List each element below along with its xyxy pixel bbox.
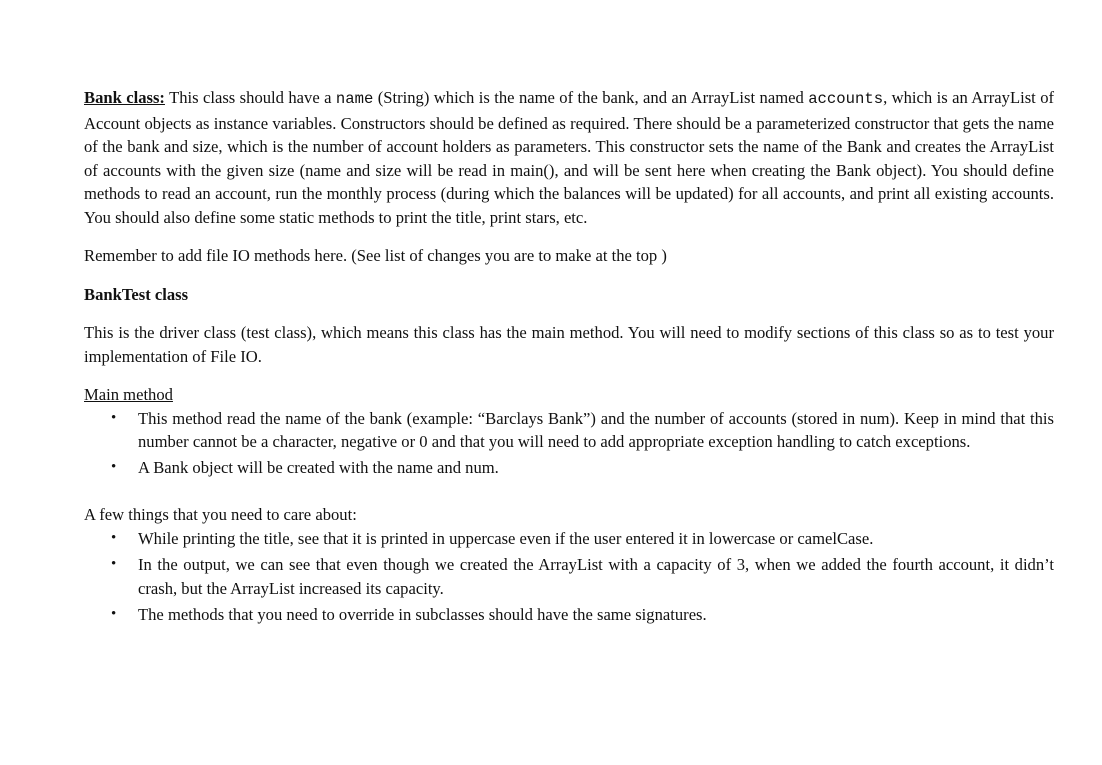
bank-class-text-1: This class should have a — [164, 88, 336, 107]
list-item-text: This method read the name of the bank (example: “Barclays Bank”) and the number of accounts (stored in num). Keep in mind that this number cannot be a character, negative or 0 and that you will need to add appropriate exception handling to catch exceptions. — [138, 408, 1054, 451]
list-item — [84, 527, 1054, 551]
bank-class-heading: Bank class: — [84, 88, 165, 107]
bullet-icon: • — [111, 529, 117, 546]
care-intro: A few things that you need to care about: — [84, 505, 357, 524]
remember-paragraph: Remember to add file IO methods here. (See list of changes you are to make at the top ) — [84, 246, 667, 265]
list-item — [84, 553, 1054, 600]
bullet-icon: • — [111, 556, 117, 572]
list-item — [84, 407, 1054, 454]
bank-class-text-3: , which is an ArrayList of Account objects as instance variables. Constructors should be defined as required. There should be a parameterized constructor that gets the name of the bank and size, which is the number of account holders as parameters. This constructor sets the name of the Bank and creates the ArrayList of accounts with the given size (name and size will be read in main(), and will be sent here when creating the Bank object). You should define methods to read an account, run the monthly process (during which the balances will be updated) for all accounts, and print all existing accounts. You should also define some static methods to print the title, print stars, etc. — [84, 88, 1055, 227]
list-item — [84, 603, 1054, 627]
bullet-icon: • — [111, 458, 117, 475]
bank-class-paragraph — [84, 86, 1054, 229]
list-item-text: A Bank object will be created with the name and num. — [138, 457, 499, 477]
main-method-heading — [84, 383, 1054, 407]
banktest-heading: BankTest class — [84, 284, 189, 304]
main-method-list — [84, 407, 1054, 480]
code-name: name — [335, 90, 374, 108]
bullet-icon: • — [111, 409, 117, 426]
code-accounts: accounts — [808, 90, 884, 108]
care-list — [84, 527, 1054, 627]
document-page — [84, 86, 1054, 627]
list-item-text: While printing the title, see that it is printed in uppercase even if the user entered it in lowercase or camelCase. — [138, 528, 874, 548]
list-item-text: In the output, we can see that even though we created the ArrayList with a capacity of 3, when we added the fourth account, it didn’t crash, but the ArrayList increased its capacity. — [138, 555, 1054, 598]
list-item — [84, 456, 1054, 480]
bullet-icon: • — [111, 606, 117, 622]
banktest-description: This is the driver class (test class), which means this class has the main method. You will need to modify sections of this class so as to test your implementation of File IO. — [84, 323, 1054, 366]
bank-class-text-2: (String) which is the name of the bank, and an ArrayList named — [373, 88, 809, 107]
list-item-text: The methods that you need to override in subclasses should have the same signatures. — [138, 605, 707, 624]
main-method-heading-text: Main method — [84, 385, 173, 404]
